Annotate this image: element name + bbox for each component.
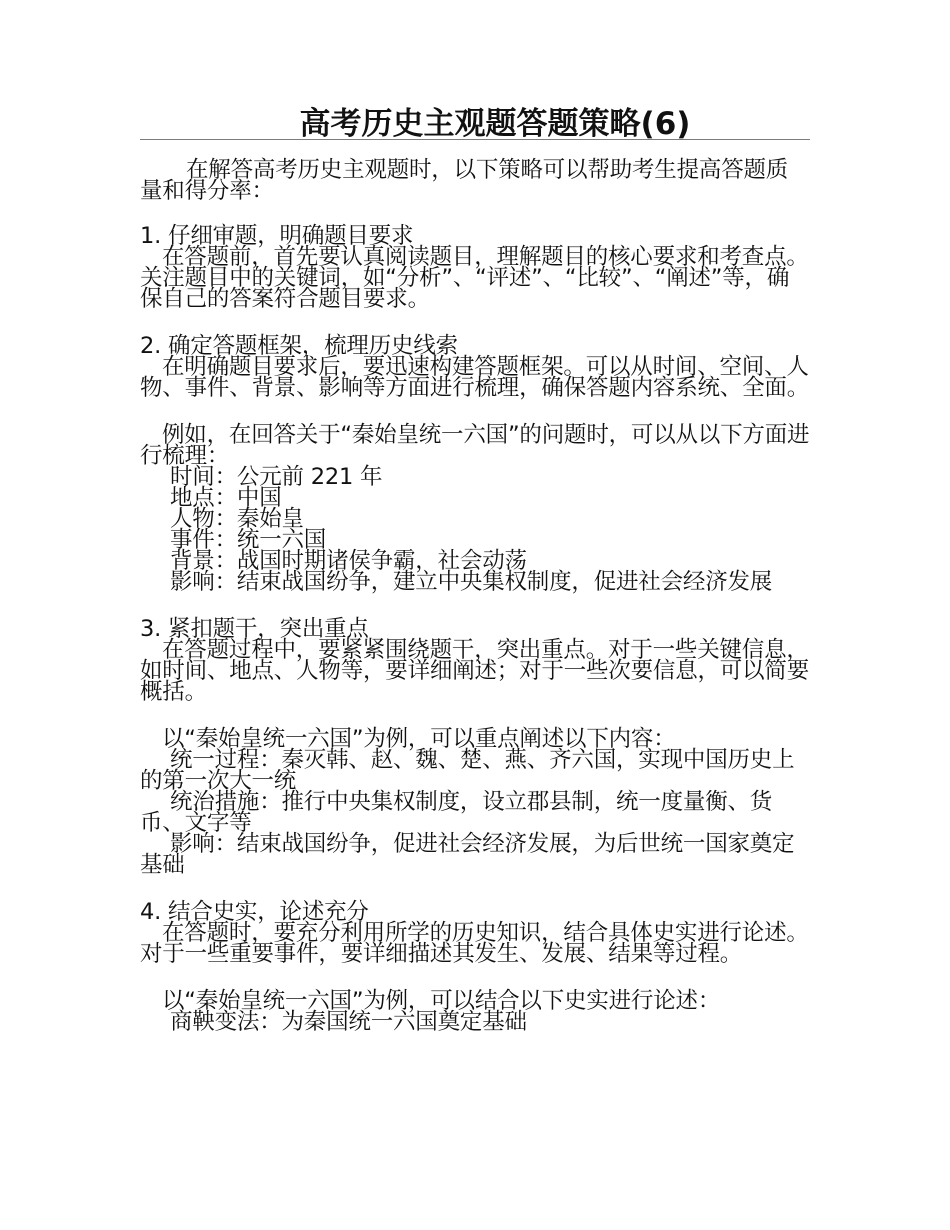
list-item: 商鞅变法：为秦国统一六国奠定基础 xyxy=(170,1009,527,1035)
section-heading: 4. 结合史实，论述充分 xyxy=(140,899,369,925)
list-item: 人物：秦始皇 xyxy=(170,506,304,532)
list-item: 时间：公元前 221 年 xyxy=(170,464,383,490)
list-item: 地点：中国 xyxy=(170,485,282,511)
list-item: 影响：结束战国纷争，建立中央集权制度，促进社会经济发展 xyxy=(170,569,773,595)
section-paragraph: 在答题前，首先要认真阅读题目，理解题目的核心要求和考查点。关注题目中的关键词，如“分析”、“评述”、“比较”、“阐述”等，确保自己的答案符合题目要求。 xyxy=(140,244,809,312)
list-item: 影响：结束战国纷争，促进社会经济发展，为后世统一国家奠定基础 xyxy=(140,831,795,878)
section-heading: 3. 紧扣题干，突出重点 xyxy=(140,616,369,642)
section-heading: 1. 仔细审题，明确题目要求 xyxy=(140,223,414,249)
document-body xyxy=(140,157,810,1035)
list-item: 统一过程：秦灭韩、赵、魏、楚、燕、齐六国，实现中国历史上的第一次大一统 xyxy=(140,747,795,794)
list-item: 统治措施：推行中央集权制度，设立郡县制，统一度量衡、货币、文字等 xyxy=(140,789,773,836)
section-paragraph: 在明确题目要求后，要迅速构建答题框架。可以从时间、空间、人物、事件、背景、影响等方面进行梳理，确保答题内容系统、全面。 xyxy=(140,354,810,401)
example-intro: 例如，在回答关于“秦始皇统一六国”的问题时，可以从以下方面进行梳理： xyxy=(140,422,810,469)
section-paragraph: 在答题过程中，要紧紧围绕题干，突出重点。对于一些关键信息，如时间、地点、人物等，要详细阐述；对于一些次要信息，可以简要概括。 xyxy=(140,637,810,705)
document-title: 高考历史主观题答题策略(6) xyxy=(299,106,691,142)
title-underline xyxy=(140,139,810,140)
section-paragraph: 在答题时，要充分利用所学的历史知识，结合具体史实进行论述。对于一些重要事件，要详细描述其发生、发展、结果等过程。 xyxy=(140,920,809,967)
list-item: 事件：统一六国 xyxy=(170,527,327,553)
intro-paragraph: 在解答高考历史主观题时，以下策略可以帮助考生提高答题质量和得分率： xyxy=(140,157,789,204)
section-heading: 2. 确定答题框架，梳理历史线索 xyxy=(140,333,458,359)
example-intro: 以“秦始皇统一六国”为例，可以结合以下史实进行论述： xyxy=(162,988,721,1014)
list-item: 背景：战国时期诸侯争霸，社会动荡 xyxy=(170,548,527,574)
example-intro: 以“秦始皇统一六国”为例，可以重点阐述以下内容： xyxy=(162,726,676,752)
